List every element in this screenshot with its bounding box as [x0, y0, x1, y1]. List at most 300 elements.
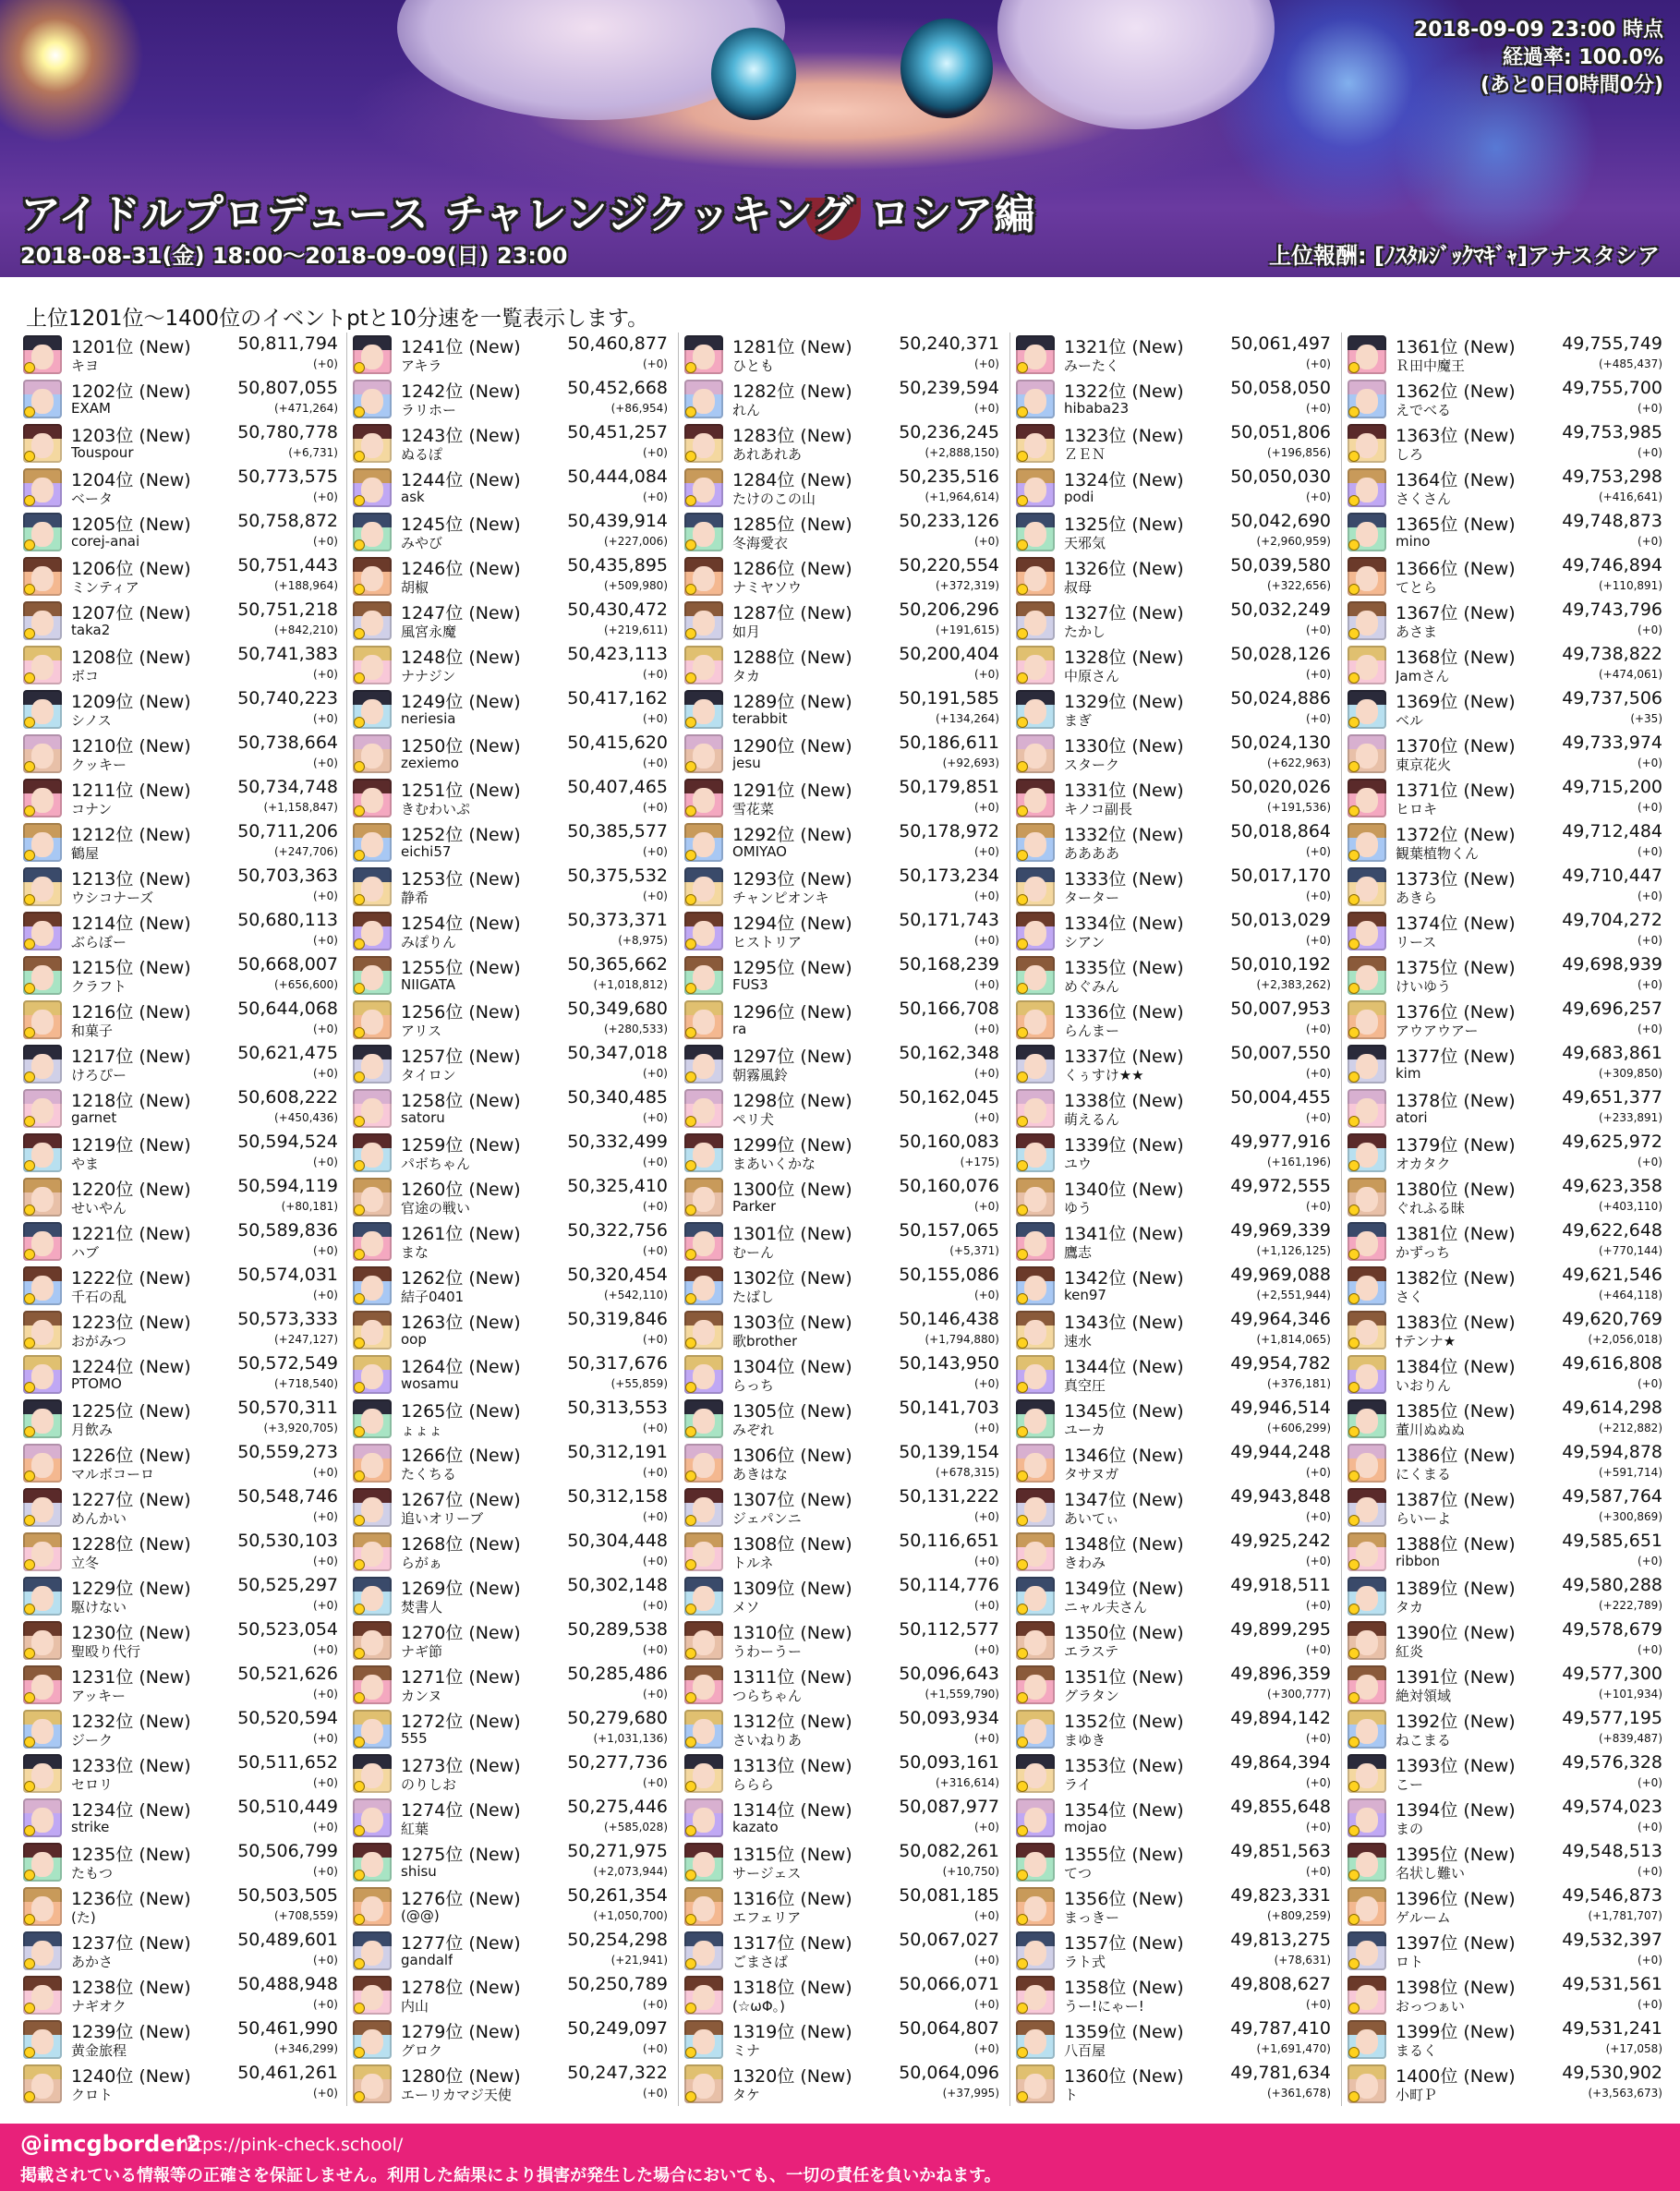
ranking-entry[interactable]	[682, 1308, 1003, 1350]
ranking-entry[interactable]	[1013, 1086, 1335, 1129]
rank-label: 1228位 (New)	[71, 1534, 191, 1555]
event-points: 50,032,249	[1230, 599, 1331, 620]
ranking-entry[interactable]	[1013, 421, 1335, 464]
ranking-entry[interactable]	[1345, 1751, 1666, 1794]
ten-minute-speed: (+0)	[973, 1821, 999, 1834]
ranking-entry[interactable]	[682, 732, 1003, 774]
ranking-entry[interactable]	[682, 1796, 1003, 1838]
ranking-entry[interactable]	[682, 820, 1003, 863]
ranking-entry[interactable]	[682, 1485, 1003, 1528]
rarity-icon	[354, 1914, 365, 1925]
ranking-entry[interactable]	[20, 1884, 342, 1927]
ranking-entry[interactable]	[682, 1884, 1003, 1927]
ranking-entry[interactable]	[1345, 2017, 1666, 2060]
ranking-entry[interactable]	[20, 732, 342, 774]
idol-card-avatar	[1016, 1355, 1055, 1394]
idol-card-avatar	[23, 1178, 62, 1217]
producer-name: しろ	[1396, 446, 1424, 463]
ranking-entry[interactable]	[1013, 1751, 1335, 1794]
ranking-entry[interactable]	[20, 2062, 342, 2104]
ranking-entry[interactable]	[350, 1884, 671, 1927]
event-title: アイドルプロデュース チャレンジクッキング ロシア編	[20, 191, 1036, 238]
ranking-entry[interactable]	[1345, 1352, 1666, 1395]
ranking-entry[interactable]	[682, 1131, 1003, 1173]
ten-minute-speed: (+0)	[642, 1422, 668, 1434]
ranking-entry[interactable]	[350, 377, 671, 419]
ranking-entry[interactable]	[20, 599, 342, 641]
ranking-entry[interactable]	[1013, 687, 1335, 730]
ranking-entry[interactable]	[20, 1175, 342, 1217]
producer-name: 絶対領域	[1396, 1688, 1452, 1704]
ranking-entry[interactable]	[1345, 776, 1666, 818]
ranking-entry[interactable]	[20, 1397, 342, 1439]
idol-card-avatar	[1348, 1399, 1386, 1438]
status-time: 2018-09-09 23:00 時点	[1413, 18, 1663, 42]
ranking-entry[interactable]	[682, 1042, 1003, 1084]
ten-minute-speed: (+0)	[1305, 1643, 1331, 1656]
idol-card-avatar	[1016, 1931, 1055, 1970]
ranking-entry[interactable]	[20, 333, 342, 375]
ranking-entry[interactable]	[682, 1973, 1003, 2015]
ranking-entry[interactable]	[350, 1796, 671, 1838]
ranking-entry[interactable]	[20, 820, 342, 863]
ranking-entry[interactable]	[350, 1929, 671, 1971]
ranking-entry[interactable]	[682, 599, 1003, 641]
ranking-entry[interactable]	[1013, 1042, 1335, 1084]
ranking-entry[interactable]	[20, 1530, 342, 1572]
ranking-entry[interactable]	[350, 1663, 671, 1705]
rarity-icon	[1348, 628, 1360, 639]
producer-name: corej-anai	[71, 533, 140, 550]
ranking-entry[interactable]	[682, 1264, 1003, 1306]
ranking-entry[interactable]	[350, 1574, 671, 1616]
ranking-entry[interactable]	[350, 687, 671, 730]
ranking-entry[interactable]	[1013, 732, 1335, 774]
rarity-icon	[685, 2091, 696, 2102]
producer-name: あさま	[1396, 623, 1438, 640]
ranking-entry[interactable]	[1345, 1530, 1666, 1572]
ranking-entry[interactable]	[1345, 1973, 1666, 2015]
idol-card-avatar	[1016, 1133, 1055, 1172]
ranking-entry[interactable]	[20, 687, 342, 730]
ten-minute-speed: (+678,315)	[935, 1466, 999, 1479]
producer-name: 駆けない	[71, 1599, 127, 1616]
rank-label: 1270位 (New)	[401, 1623, 521, 1643]
ranking-entry[interactable]	[350, 820, 671, 863]
event-points: 50,608,222	[237, 1087, 338, 1108]
ranking-entry[interactable]	[1345, 820, 1666, 863]
ranking-entry[interactable]	[1345, 909, 1666, 951]
ranking-entry[interactable]	[1345, 953, 1666, 996]
ranking-entry[interactable]	[20, 1618, 342, 1661]
ranking-entry[interactable]	[1013, 1884, 1335, 1927]
ranking-entry[interactable]	[20, 1929, 342, 1971]
ranking-entry[interactable]	[1345, 1175, 1666, 1217]
ranking-entry[interactable]	[350, 1264, 671, 1306]
idol-card-avatar	[1348, 601, 1386, 640]
rank-label: 1296位 (New)	[732, 1002, 852, 1023]
ranking-entry[interactable]	[350, 1751, 671, 1794]
ranking-entry[interactable]	[20, 643, 342, 685]
ranking-entry[interactable]	[1345, 1707, 1666, 1749]
ranking-entry[interactable]	[350, 1086, 671, 1129]
ranking-entry[interactable]	[1013, 1530, 1335, 1572]
ranking-entry[interactable]	[682, 1352, 1003, 1395]
ranking-entry[interactable]	[682, 1618, 1003, 1661]
ranking-entry[interactable]	[350, 421, 671, 464]
ranking-entry[interactable]	[682, 1574, 1003, 1616]
ranking-entry[interactable]	[20, 998, 342, 1040]
producer-name: てつ	[1064, 1865, 1093, 1882]
ranking-entry[interactable]	[350, 1042, 671, 1084]
ranking-entry[interactable]	[1345, 1884, 1666, 1927]
ranking-entry[interactable]	[1013, 643, 1335, 685]
ranking-entry[interactable]	[1013, 998, 1335, 1040]
rank-label: 1370位 (New)	[1396, 736, 1516, 757]
idol-card-avatar	[1348, 1089, 1386, 1128]
producer-name: 鶴屋	[71, 845, 100, 862]
idol-card-avatar	[23, 823, 62, 862]
ranking-entry[interactable]	[1013, 1397, 1335, 1439]
ranking-entry[interactable]	[1345, 1441, 1666, 1483]
ranking-entry[interactable]	[1345, 2062, 1666, 2104]
rank-label: 1212位 (New)	[71, 825, 191, 845]
ranking-entry[interactable]	[350, 1352, 671, 1395]
ranking-entry[interactable]	[350, 333, 671, 375]
rarity-icon	[1348, 1781, 1360, 1792]
ranking-entry[interactable]	[1345, 1264, 1666, 1306]
ranking-entry[interactable]	[1345, 1219, 1666, 1262]
ranking-entry[interactable]	[1345, 1086, 1666, 1129]
event-points: 50,143,950	[899, 1353, 999, 1374]
producer-name: ぶらぼー	[71, 934, 127, 950]
ten-minute-speed: (+585,028)	[603, 1821, 668, 1834]
rarity-icon	[24, 1825, 35, 1836]
rank-label: 1273位 (New)	[401, 1756, 521, 1776]
ranking-entry[interactable]	[350, 1175, 671, 1217]
ranking-entry[interactable]	[20, 909, 342, 951]
ten-minute-speed: (+542,110)	[603, 1289, 668, 1301]
ranking-entry[interactable]	[682, 1751, 1003, 1794]
ranking-entry[interactable]	[1013, 2062, 1335, 2104]
ranking-entry[interactable]	[1345, 1042, 1666, 1084]
ranking-entry[interactable]	[1013, 1219, 1335, 1262]
ranking-entry[interactable]	[350, 732, 671, 774]
ranking-entry[interactable]	[350, 1308, 671, 1350]
rank-label: 1379位 (New)	[1396, 1135, 1516, 1156]
ranking-entry[interactable]	[1013, 820, 1335, 863]
ranking-entry[interactable]	[350, 2017, 671, 2060]
ranking-entry[interactable]	[682, 510, 1003, 552]
rank-label: 1399位 (New)	[1396, 2022, 1516, 2042]
ranking-entry[interactable]	[682, 421, 1003, 464]
ranking-entry[interactable]	[20, 1574, 342, 1616]
event-points: 50,116,651	[899, 1531, 999, 1551]
ranking-entry[interactable]	[1013, 466, 1335, 508]
ten-minute-speed: (+0)	[642, 1333, 668, 1346]
ranking-entry[interactable]	[1013, 1131, 1335, 1173]
idol-card-avatar	[353, 1931, 392, 1970]
ranking-entry[interactable]	[682, 1840, 1003, 1882]
ranking-entry[interactable]	[682, 2017, 1003, 2060]
ranking-entry[interactable]	[1345, 466, 1666, 508]
idol-card-avatar	[353, 601, 392, 640]
ranking-entry[interactable]	[682, 1530, 1003, 1572]
ranking-entry[interactable]	[20, 1086, 342, 1129]
ranking-entry[interactable]	[20, 1352, 342, 1395]
ranking-entry[interactable]	[1013, 953, 1335, 996]
producer-name: パボちゃん	[401, 1156, 471, 1172]
idol-card-avatar	[353, 1798, 392, 1837]
ranking-entry[interactable]	[350, 466, 671, 508]
ranking-entry[interactable]	[20, 1441, 342, 1483]
rarity-icon	[1348, 495, 1360, 506]
ranking-entry[interactable]	[1345, 1574, 1666, 1616]
ranking-entry[interactable]	[1345, 643, 1666, 685]
ranking-entry[interactable]	[1013, 1796, 1335, 1838]
ranking-entry[interactable]	[350, 1973, 671, 2015]
ranking-entry[interactable]	[682, 1929, 1003, 1971]
ranking-entry[interactable]	[682, 865, 1003, 907]
rank-label: 1345位 (New)	[1064, 1401, 1184, 1422]
ranking-entry[interactable]	[1013, 1441, 1335, 1483]
ranking-entry[interactable]	[1345, 333, 1666, 375]
ranking-entry[interactable]	[1013, 1840, 1335, 1882]
event-points: 50,131,222	[899, 1486, 999, 1507]
ranking-entry[interactable]	[350, 998, 671, 1040]
idol-card-avatar	[684, 1133, 723, 1172]
ranking-entry[interactable]	[1345, 421, 1666, 464]
ten-minute-speed: (+0)	[312, 1821, 338, 1834]
ranking-entry[interactable]	[1013, 1929, 1335, 1971]
ranking-entry[interactable]	[682, 776, 1003, 818]
ranking-entry[interactable]	[682, 333, 1003, 375]
ranking-entry[interactable]	[682, 643, 1003, 685]
ranking-entry[interactable]	[350, 1485, 671, 1528]
ranking-entry[interactable]	[350, 865, 671, 907]
ranking-entry[interactable]	[20, 865, 342, 907]
ranking-entry[interactable]	[1013, 1264, 1335, 1306]
ranking-entry[interactable]	[350, 1840, 671, 1882]
ten-minute-speed: (+0)	[642, 801, 668, 814]
ranking-entry[interactable]	[682, 1219, 1003, 1262]
rarity-icon	[1348, 1914, 1360, 1925]
ranking-entry[interactable]	[1345, 1485, 1666, 1528]
ranking-entry[interactable]	[1345, 687, 1666, 730]
ranking-entry[interactable]	[350, 776, 671, 818]
ranking-entry[interactable]	[350, 1131, 671, 1173]
ranking-entry[interactable]	[1013, 1973, 1335, 2015]
ranking-entry[interactable]	[1345, 865, 1666, 907]
rarity-icon	[354, 1604, 365, 1615]
ranking-entry[interactable]	[350, 1397, 671, 1439]
producer-name: さく	[1396, 1289, 1424, 1305]
event-points: 49,704,272	[1562, 910, 1662, 930]
rarity-icon	[685, 1293, 696, 1304]
idol-card-avatar	[23, 1665, 62, 1704]
ranking-entry[interactable]	[20, 1131, 342, 1173]
ranking-entry[interactable]	[350, 643, 671, 685]
event-points: 50,141,703	[899, 1398, 999, 1418]
ranking-entry[interactable]	[1345, 1397, 1666, 1439]
rarity-icon	[354, 1027, 365, 1038]
ten-minute-speed: (+1,158,847)	[263, 801, 338, 814]
rank-label: 1202位 (New)	[71, 381, 191, 402]
ranking-entry[interactable]	[20, 1042, 342, 1084]
ranking-entry[interactable]	[350, 599, 671, 641]
idol-card-avatar	[684, 1843, 723, 1882]
ranking-entry[interactable]	[20, 377, 342, 419]
ranking-entry[interactable]	[350, 1441, 671, 1483]
ranking-entry[interactable]	[350, 909, 671, 951]
ranking-entry[interactable]	[20, 1264, 342, 1306]
ranking-entry[interactable]	[1345, 1618, 1666, 1661]
idol-card-avatar	[353, 1399, 392, 1438]
producer-name: クラフト	[71, 978, 127, 995]
producer-name: あきら	[1396, 890, 1438, 906]
twitter-handle-link[interactable]: @imcgborder2	[20, 2131, 202, 2157]
producer-name: garnet	[71, 1109, 117, 1126]
ranking-entry[interactable]	[1013, 1308, 1335, 1350]
ranking-entry[interactable]	[20, 466, 342, 508]
rank-label: 1359位 (New)	[1064, 2022, 1184, 2042]
ranking-entry[interactable]	[682, 1707, 1003, 1749]
idol-card-avatar	[353, 1621, 392, 1660]
ranking-entry[interactable]	[350, 953, 671, 996]
ranking-entry[interactable]	[682, 377, 1003, 419]
ranking-entry[interactable]	[1013, 1352, 1335, 1395]
ranking-entry[interactable]	[20, 776, 342, 818]
ten-minute-speed: (+1,559,790)	[925, 1688, 999, 1701]
event-points: 49,625,972	[1562, 1132, 1662, 1152]
idol-card-avatar	[1348, 2020, 1386, 2059]
ranking-entry[interactable]	[1013, 1618, 1335, 1661]
ten-minute-speed: (+0)	[642, 1466, 668, 1479]
rank-label: 1245位 (New)	[401, 514, 521, 535]
ten-minute-speed: (+416,641)	[1598, 490, 1662, 503]
ranking-entry[interactable]	[350, 2062, 671, 2104]
ranking-entry[interactable]	[20, 1796, 342, 1838]
event-points: 49,577,195	[1562, 1708, 1662, 1728]
event-points: 49,696,257	[1562, 999, 1662, 1019]
ranking-entry[interactable]	[20, 1485, 342, 1528]
ten-minute-speed: (+316,614)	[935, 1776, 999, 1789]
ranking-entry[interactable]	[20, 2017, 342, 2060]
ranking-entry[interactable]	[20, 1751, 342, 1794]
ranking-entry[interactable]	[682, 466, 1003, 508]
ranking-entry[interactable]	[350, 1219, 671, 1262]
ranking-entry[interactable]	[682, 1175, 1003, 1217]
ranking-entry[interactable]	[1013, 1485, 1335, 1528]
ranking-entry[interactable]	[1013, 599, 1335, 641]
ten-minute-speed: (+0)	[312, 1688, 338, 1701]
ranking-entry[interactable]	[1345, 1796, 1666, 1838]
site-url-link[interactable]: https://pink-check.school/	[177, 2135, 404, 2155]
ranking-entry[interactable]	[1013, 333, 1335, 375]
ranking-entry[interactable]	[682, 998, 1003, 1040]
ranking-entry[interactable]	[1013, 554, 1335, 597]
ranking-entry[interactable]	[20, 1219, 342, 1262]
ranking-entry[interactable]	[1345, 1840, 1666, 1882]
ranking-entry[interactable]	[350, 554, 671, 597]
ranking-entry[interactable]	[1013, 510, 1335, 552]
ranking-entry[interactable]	[350, 510, 671, 552]
ranking-entry[interactable]	[1013, 2017, 1335, 2060]
ranking-entry[interactable]	[1345, 998, 1666, 1040]
ranking-entry[interactable]	[20, 510, 342, 552]
ranking-entry[interactable]	[350, 1618, 671, 1661]
ranking-entry[interactable]	[20, 1308, 342, 1350]
ten-minute-speed: (+0)	[973, 1909, 999, 1922]
ranking-entry[interactable]	[1013, 1663, 1335, 1705]
idol-card-avatar	[1016, 468, 1055, 507]
producer-name: 紅葉	[401, 1821, 429, 1837]
ranking-entry[interactable]	[1345, 554, 1666, 597]
ranking-entry[interactable]	[682, 953, 1003, 996]
ranking-entry[interactable]	[1345, 1663, 1666, 1705]
event-points: 50,461,990	[237, 2018, 338, 2039]
ranking-entry[interactable]	[1013, 1175, 1335, 1217]
ranking-entry[interactable]	[682, 1086, 1003, 1129]
ranking-entry[interactable]	[20, 421, 342, 464]
rarity-icon	[24, 2091, 35, 2102]
event-points: 50,250,789	[567, 1974, 668, 1994]
producer-name: †テンナ★	[1396, 1333, 1456, 1350]
idol-card-avatar	[1016, 1621, 1055, 1660]
ranking-entry[interactable]	[1345, 1929, 1666, 1971]
ranking-entry[interactable]	[20, 1840, 342, 1882]
producer-name: Parker	[732, 1198, 777, 1215]
ranking-entry[interactable]	[1345, 377, 1666, 419]
ranking-entry[interactable]	[20, 1663, 342, 1705]
ten-minute-speed: (+471,264)	[273, 402, 338, 415]
ranking-entry[interactable]	[1345, 510, 1666, 552]
ranking-entry[interactable]	[682, 1397, 1003, 1439]
idol-card-avatar	[1016, 1222, 1055, 1261]
ten-minute-speed: (+842,210)	[273, 623, 338, 636]
ranking-entry[interactable]	[350, 1530, 671, 1572]
ranking-entry[interactable]	[1345, 599, 1666, 641]
ranking-entry[interactable]	[20, 1707, 342, 1749]
idol-card-avatar	[353, 1089, 392, 1128]
ranking-entry[interactable]	[1013, 776, 1335, 818]
ranking-entry[interactable]	[1345, 1308, 1666, 1350]
ranking-entry[interactable]	[1013, 1574, 1335, 1616]
ranking-entry[interactable]	[20, 554, 342, 597]
ranking-entry[interactable]	[1013, 377, 1335, 419]
idol-card-avatar	[23, 2020, 62, 2059]
ranking-entry[interactable]	[682, 2062, 1003, 2104]
ranking-entry[interactable]	[1345, 1131, 1666, 1173]
event-points: 50,010,192	[1230, 954, 1331, 974]
ranking-entry[interactable]	[20, 1973, 342, 2015]
ranking-entry[interactable]	[682, 909, 1003, 951]
ranking-entry[interactable]	[1345, 732, 1666, 774]
ranking-entry[interactable]	[1013, 1707, 1335, 1749]
idol-card-avatar	[23, 779, 62, 817]
ranking-entry[interactable]	[682, 1663, 1003, 1705]
ranking-entry[interactable]	[682, 1441, 1003, 1483]
ranking-entry[interactable]	[1013, 909, 1335, 951]
idol-card-avatar	[1016, 912, 1055, 950]
rank-label: 1363位 (New)	[1396, 426, 1516, 446]
idol-card-avatar	[684, 1710, 723, 1749]
ranking-entry[interactable]	[20, 953, 342, 996]
ranking-entry[interactable]	[1013, 865, 1335, 907]
ranking-entry[interactable]	[350, 1707, 671, 1749]
ranking-entry[interactable]	[682, 554, 1003, 597]
ranking-entry[interactable]	[682, 687, 1003, 730]
